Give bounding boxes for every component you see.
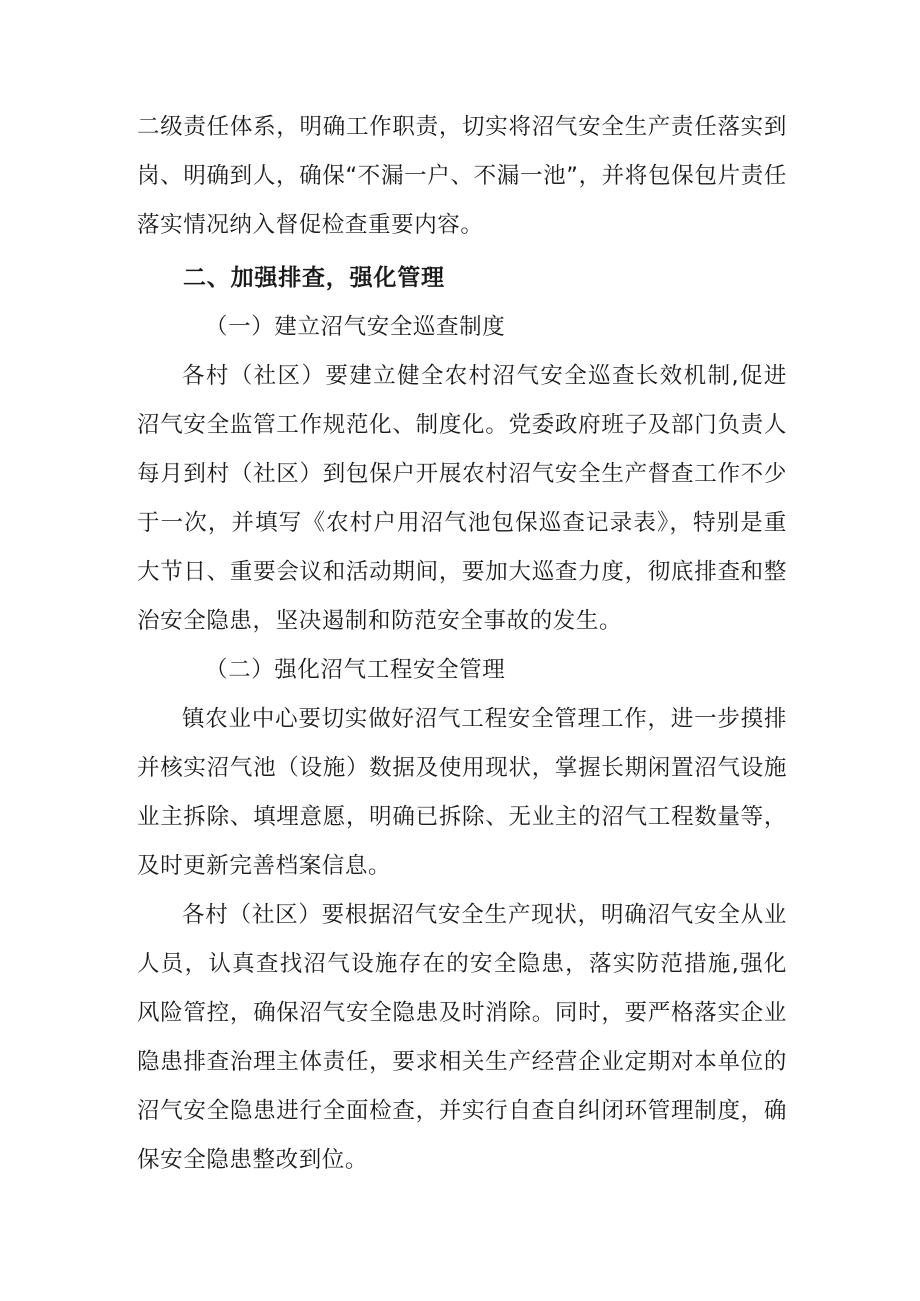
subsection-1-heading: （一）建立沼气安全巡查制度 xyxy=(205,314,506,340)
paragraph-continued: 二级责任体系，明确工作职责，切实将沼气安全生产责任落实到岗、明确到人，确保“不漏一户、不漏一池”，并将包保包片责任落实情况纳入督促检查重要内容。 xyxy=(137,114,787,238)
section-2-heading: 二、加强排查，强化管理 xyxy=(183,265,445,291)
subsection-1-body: 各村（社区）要建立健全农村沼气安全巡查长效机制,促进沼气安全监管工作规范化、制度化。党委政府班子及部门负责人每月到村（社区）到包保户开展农村沼气安全生产督查工作不少于一次，并填写《农村户用沼气池包保巡查记录表》，特别是重大节日、重要会议和活动期间，要加大巡查力度，彻底排查和整治安全隐患，坚决遏制和防范安全事故的发生。 xyxy=(137,363,787,634)
subsection-2-body-2: 各村（社区）要根据沼气安全生产现状，明确沼气安全从业人员，认真查找沼气设施存在的安全隐患，落实防范措施,强化风险管控，确保沼气安全隐患及时消除。同时，要严格落实企业隐患排查治理主体责任，要求相关生产经营企业定期对本单位的沼气安全隐患进行全面检查，并实行自查自纠闭环管理制度，确保安全隐患整改到位。 xyxy=(137,902,787,1173)
subsection-2-heading: （二）强化沼气工程安全管理 xyxy=(205,657,506,683)
subsection-2-body-1: 镇农业中心要切实做好沼气工程安全管理工作，进一步摸排并核实沼气池（设施）数据及使用现状，掌握长期闲置沼气设施业主拆除、填埋意愿，明确已拆除、无业主的沼气工程数量等，及时更新完善档案信息。 xyxy=(137,706,787,879)
